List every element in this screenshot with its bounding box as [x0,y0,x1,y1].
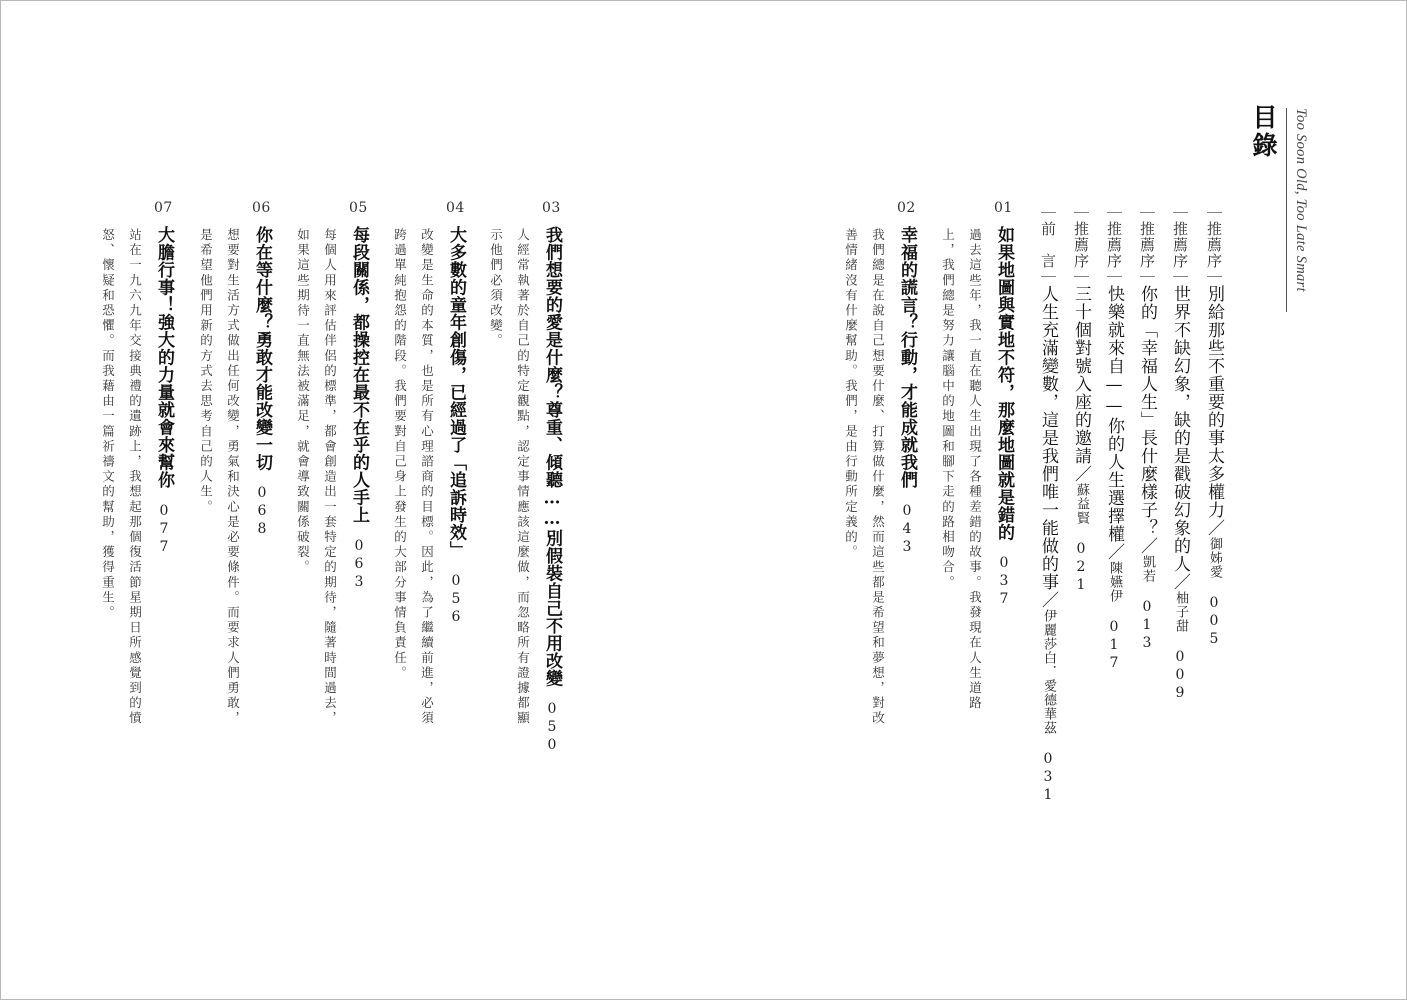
entry-label-text: 推薦序 [1171,221,1189,269]
bracket-open: ｜ [1072,205,1090,221]
entry-page-number: 031 [1040,751,1056,805]
chapter-description-line: 站在一九六九年交接典禮的遺跡上，我想起那個復活節星期日所感覺到的憤 [127,228,143,727]
chapter-page-number: 077 [156,502,172,557]
bracket-close: ｜ [1105,269,1123,285]
entry-page-number: 013 [1139,599,1155,653]
toc-heading: 目錄 [1249,104,1278,160]
chapter-title: 你在等什麼？勇敢才能改變一切 [252,226,272,471]
chapter-page-number: 043 [899,502,915,557]
chapter-description-line: 每個人用來評估伴侶的標準，都會創造出一套特定的期待，隨著時間過去， [322,228,338,727]
chapter-entry[interactable] [155,226,172,557]
chapter-title: 如果地圖與實地不符，那麼地圖就是錯的 [994,226,1014,541]
entry-label-text: 前 言 [1039,221,1057,269]
entry-label [1072,205,1090,285]
chapter-page-number: 037 [996,555,1012,609]
chapter-title: 幸福的謊言？行動，才能成就我們 [897,226,917,489]
bracket-open: ｜ [1039,205,1057,221]
entry-page-number: 009 [1172,649,1188,703]
chapter-number: 07 [154,200,173,216]
entry-label-text: 推薦序 [1105,221,1123,269]
bracket-open: ｜ [1171,205,1189,221]
entry-page-number: 005 [1206,595,1222,649]
toc-entry[interactable] [1105,205,1122,673]
bracket-close: ｜ [1072,269,1090,285]
bracket-close: ｜ [1171,269,1189,285]
entry-title: 世界不缺幻象，缺的是戳破幻象的人 [1170,285,1190,573]
chapter-page-number: 068 [254,485,270,539]
toc-entry[interactable] [1171,205,1188,703]
chapter-number: 04 [446,200,465,216]
entry-author: 蘇益賢 [1074,483,1089,525]
bracket-close: ｜ [1039,269,1057,285]
entry-author: 柚子甜 [1173,591,1188,633]
chapter-description-line: 如果這些期待一直無法被滿足，就會導致關係破裂。 [295,228,311,576]
entry-label-text: 推薦序 [1072,221,1090,269]
chapter-number: 03 [542,200,561,216]
toc-entry[interactable] [1138,205,1155,653]
entry-label [1205,205,1223,285]
entry-title: 你的「幸福人生」長什麼樣子？ [1137,285,1157,537]
slash-separator: ／ [1038,591,1058,609]
chapter-page-number: 050 [544,701,560,755]
entry-title: 三十個對號入座的邀請 [1071,285,1091,465]
chapter-page-number: 063 [351,537,367,592]
entry-title: 快樂就來自——你的人生選擇權 [1104,285,1124,543]
chapter-entry[interactable] [447,226,464,627]
entry-label-text: 推薦序 [1138,221,1156,269]
chapter-description-line: 人經常執著於自己的特定觀點，認定事情應該這麼做，而忽略所有證據都顯 [515,228,531,727]
book-english-title: Too Soon Old, Too Late Smart [1293,108,1309,292]
chapter-entry[interactable] [898,226,915,557]
entry-title: 別給那些不重要的事太多權力 [1204,285,1224,519]
chapter-number: 01 [994,200,1013,216]
entry-page-number: 021 [1073,541,1089,595]
entry-label [1039,205,1057,285]
chapter-number: 05 [349,200,368,216]
chapter-description-line: 怒、懷疑和恐懼。而我藉由一篇祈禱文的幫助，獲得重生。 [100,228,116,621]
toc-entry[interactable] [1072,205,1089,595]
chapter-description-line: 是希望他們用新的方式去思考自己的人生。 [198,228,214,515]
entry-author: 凱若 [1140,555,1155,583]
chapter-title: 每段關係，都操控在最不在乎的人手上 [349,226,369,524]
chapter-title: 我們想要的愛是什麼？尊重、傾聽……別假裝自己不用改變 [542,226,562,687]
slash-separator: ／ [1204,519,1224,537]
chapter-page-number: 056 [448,572,464,627]
chapter-number: 02 [897,200,916,216]
bracket-close: ｜ [1138,269,1156,285]
slash-separator: ／ [1170,573,1190,591]
bracket-open: ｜ [1138,205,1156,221]
entry-label [1138,205,1156,285]
slash-separator: ／ [1071,465,1091,483]
chapter-title: 大多數的童年創傷，已經過了「追訴時效」 [446,226,466,559]
chapter-description-line: 跨過單純抱怨的階段。我們要對自己身上發生的大部分事情負責任。 [392,228,408,681]
entry-author: 御姊愛 [1207,537,1222,579]
toc-entry[interactable] [1039,205,1056,805]
entry-label-text: 推薦序 [1205,221,1223,269]
entry-author: 陳嬿伊 [1107,561,1122,603]
entry-label [1105,205,1123,285]
chapter-number: 06 [252,200,271,216]
slash-separator: ／ [1104,543,1124,561]
title-rule [1286,108,1287,312]
chapter-entry[interactable] [995,226,1012,609]
chapter-entry[interactable] [543,226,560,755]
entry-label [1171,205,1189,285]
entry-title: 人生充滿變數，這是我們唯一能做的事 [1038,285,1058,591]
chapter-entry[interactable] [350,226,367,592]
bracket-close: ｜ [1205,269,1223,285]
chapter-description-line: 我們總是在說自己想要什麼、打算做什麼，然而這些都是希望和夢想，對改 [870,228,886,727]
chapter-description-line: 過去這些年，我一直在聽人生出現了各種差錯的故事。我發現在人生道路 [967,228,983,712]
slash-separator: ／ [1137,537,1157,555]
chapter-description-line: 改變是生命的本質，也是所有心理諮商的目標。因此，為了繼續前進，必須 [419,228,435,727]
chapter-title: 大膽行事！強大的力量就會來幫你 [154,226,174,489]
entry-page-number: 017 [1106,619,1122,673]
chapter-entry[interactable] [253,226,270,539]
chapter-description-line: 示他們必須改變。 [488,228,504,349]
chapter-description-line: 想要對生活方式做出任何改變，勇氣和決心是必要條件。而要求人們勇敢， [225,228,241,727]
toc-entry[interactable] [1205,205,1222,649]
chapter-description-line: 善情緒沒有什麼幫助。我們，是由行動所定義的。 [843,228,859,561]
entry-author: 伊麗莎白．愛德華茲 [1041,609,1056,735]
bracket-open: ｜ [1105,205,1123,221]
chapter-description-line: 上，我們總是努力讓腦中的地圖和腳下走的路相吻合。 [940,228,956,591]
bracket-open: ｜ [1205,205,1223,221]
